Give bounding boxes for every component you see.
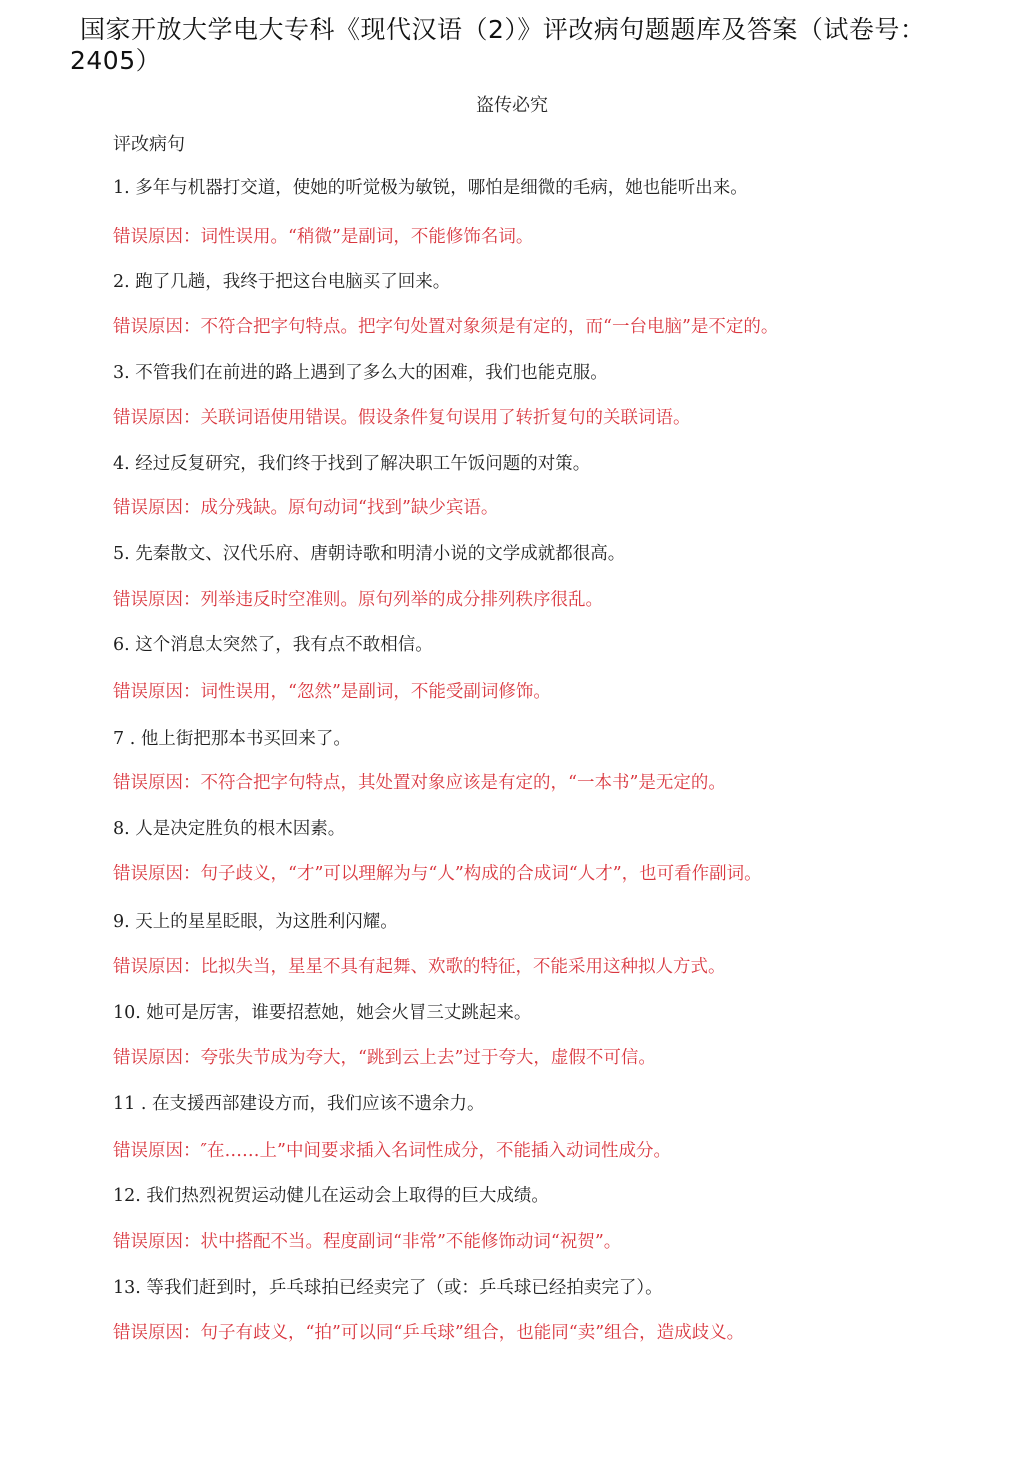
question-10: 10. 她可是厉害，谁要招惹她，她会火冒三丈跳起来。 (113, 1003, 532, 1023)
answer-6: 错误原因：词性误用，“忽然”是副词，不能受副词修饰。 (113, 682, 551, 702)
subtitle: 盗传必究 (476, 95, 548, 116)
question-13: 13. 等我们赶到时，乒乓球拍已经卖完了（或：乒乓球已经拍卖完了）。 (113, 1278, 663, 1298)
answer-12: 错误原因：状中搭配不当。程度副词“非常”不能修饰动词“祝贺”。 (113, 1232, 622, 1252)
question-4: 4. 经过反复研究，我们终于找到了解决职工午饭问题的对策。 (113, 454, 591, 474)
answer-3: 错误原因：关联词语使用错误。假设条件复句误用了转折复句的关联词语。 (113, 408, 691, 428)
question-1: 1. 多年与机器打交道，使她的听觉极为敏锐，哪怕是细微的毛病，她也能听出来。 (113, 178, 748, 198)
question-3: 3. 不管我们在前进的路上遇到了多么大的困难，我们也能克服。 (113, 363, 608, 383)
question-7: 7 . 他上街把那本书买回来了。 (113, 729, 351, 749)
question-5: 5. 先秦散文、汉代乐府、唐朝诗歌和明清小说的文学成就都很高。 (113, 544, 626, 564)
answer-2: 错误原因：不符合把字句特点。把字句处置对象须是有定的，而“一台电脑”是不定的。 (113, 317, 779, 337)
answer-5: 错误原因：列举违反时空准则。原句列举的成分排列秩序很乱。 (113, 590, 603, 610)
title-line-2: 2405） (70, 46, 162, 75)
question-6: 6. 这个消息太突然了，我有点不敢相信。 (113, 635, 433, 655)
question-9: 9. 天上的星星眨眼，为这胜利闪耀。 (113, 912, 398, 932)
question-8: 8. 人是决定胜负的根木因素。 (113, 819, 346, 839)
answer-8: 错误原因：句子歧义，“才”可以理解为与“人”构成的合成词“人才”，也可看作副词。 (113, 864, 762, 884)
answer-1: 错误原因：词性误用。“稍微”是副词，不能修饰名词。 (113, 227, 534, 247)
question-12: 12. 我们热烈祝贺运动健儿在运动会上取得的巨大成绩。 (113, 1186, 549, 1206)
answer-7: 错误原因：不符合把字句特点，其处置对象应该是有定的，“一本书”是无定的。 (113, 773, 726, 793)
answer-13: 错误原因：句子有歧义，“拍”可以同“乒乓球”组合，也能同“卖”组合，造成歧义。 (113, 1323, 745, 1343)
section-heading: 评改病句 (113, 134, 185, 155)
title-line-1: 国家开放大学电大专科《现代汉语（2）》评改病句题题库及答案（试卷号： (80, 15, 926, 44)
question-2: 2. 跑了几趟，我终于把这台电脑买了回来。 (113, 272, 451, 292)
answer-10: 错误原因：夸张失节成为夸大，“跳到云上去”过于夸大，虚假不可信。 (113, 1048, 656, 1068)
answer-4: 错误原因：成分残缺。原句动词“找到”缺少宾语。 (113, 498, 499, 518)
document-title (70, 14, 970, 76)
question-11: 11 . 在支援西部建设方而，我们应该不遗余力。 (113, 1094, 485, 1114)
answer-11: 错误原因：″在……上”中间要求插入名词性成分，不能插入动词性成分。 (113, 1141, 671, 1161)
answer-9: 错误原因：比拟失当，星星不具有起舞、欢歌的特征，不能采用这种拟人方式。 (113, 957, 726, 977)
